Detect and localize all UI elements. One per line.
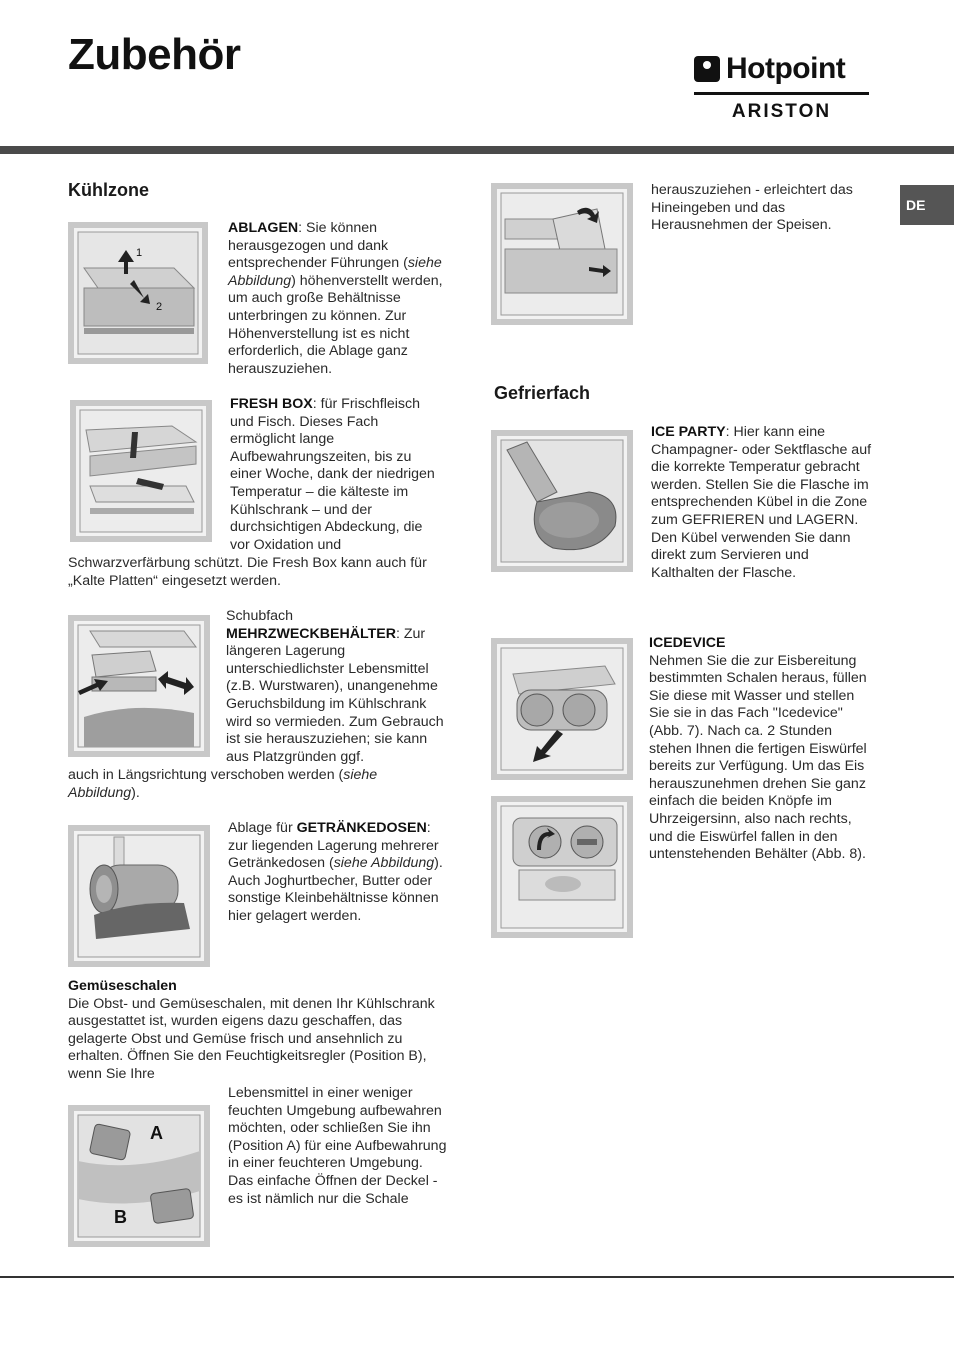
dosen-italic: siehe Abbildung [333, 855, 435, 872]
footer-rule [0, 1276, 954, 1278]
page-title: Zubehör [68, 30, 241, 79]
ablagen-text-1: : Sie können herausgezogen und dank entsprechender Führungen ( [228, 220, 408, 272]
drawer-illustration [74, 621, 204, 751]
figure-label-a: A [150, 1123, 163, 1143]
figure-freshbox [70, 400, 212, 542]
ablagen-text [228, 220, 448, 378]
language-tab: DE [900, 185, 954, 225]
gemuese-heading: Gemüseschalen [68, 978, 177, 994]
gemuese-block [68, 978, 452, 1084]
drawer-open-illustration [497, 189, 627, 319]
figure-icedevice-knobs [491, 796, 633, 938]
freshbox-illustration [76, 406, 206, 536]
iceparty-illustration [497, 436, 627, 566]
dosen-text [228, 820, 446, 926]
figure-label-1: 1 [136, 247, 143, 259]
freshbox-text-cont: Schwarzverfärbung schützt. Die Fresh Box kann auch für „Kalte Platten“ eingesetzt werden. [68, 555, 427, 589]
figure-shelves [68, 222, 208, 364]
schubfach-term: MEHRZWECKBEHÄLTER [226, 625, 396, 642]
schubfach-text [226, 608, 444, 766]
dosen-text-1: : zur liegenden Lagerung mehrerer Getränkedosen ( [228, 820, 439, 872]
gemuese-text-1: Die Obst- und Gemüseschalen, mit denen Ihr Kühlschrank ausgestattet ist, wurden eigens dazu geschaffen, das gelagerte Obst und Gemüse frisch und ansehnlich zu erhalten. Öffnen Sie den Feuchtigkeitsregler (Position B), wenn Sie Ihre [68, 995, 435, 1082]
figure-icedevice-trays [491, 638, 633, 780]
brand-mark-icon [694, 56, 720, 82]
figure-iceparty [491, 430, 633, 572]
section-heading-gefrierfach: Gefrierfach [494, 383, 591, 403]
brand-divider [694, 92, 869, 95]
iceparty-text-1: : Hier kann eine Champagner- oder Sektflasche auf die korrekte Temperatur gebracht werden. Stellen Sie die Flasche im entsprechenden Kübel in die Zone zum GEFRIEREN und LAGERN. Den Kübel verwenden Sie dann direkt zum Servieren und Kalthalten der Flasche. [651, 424, 872, 581]
dosen-text-2: ). Auch Joghurtbecher, Butter oder sonstige Kleinbehältnisse können hier gelagert werden. [228, 855, 443, 924]
dosen-pre: Ablage für [228, 820, 297, 836]
figure-humidity [68, 1105, 210, 1247]
icedevice-trays-illustration [497, 644, 627, 774]
icedevice-text [649, 635, 871, 864]
gemuese-text-cont [228, 1085, 450, 1208]
schubfach-text-1: : Zur längeren Lagerung unterschiedlichster Lebensmittel (z.B. Wurstwaren), unangenehme Geruchsbildung im Kühlschrank wird so vermieden. Zum Gebrauch ist sie herauszuziehen; sie kann aus Platzgründen ggf. [226, 625, 444, 765]
continuation-text: herauszuziehen - erleichtert das Hineingeben und das Herausnehmen der Speisen. [651, 182, 853, 234]
gemuese-text-2: Lebensmittel in einer weniger feuchten Umgebung aufbewahren möchten, oder schließen Sie ihn (Position A) für eine Aufbewahrung in einer feuchteren Umgebung. [228, 1085, 447, 1172]
figure-cans [68, 825, 210, 967]
freshbox-text [230, 396, 446, 554]
iceparty-term: ICE PARTY [651, 424, 726, 440]
header-rule [0, 146, 954, 154]
figure-label-b: B [114, 1207, 127, 1227]
cans-illustration [74, 831, 204, 961]
figure-drawer-open [491, 183, 633, 325]
schubfach-italic: siehe Abbildung [68, 767, 378, 801]
section-heading-kuehlzone: Kühlzone [68, 180, 149, 200]
freshbox-text-1: : für Frischfleisch und Fisch. Dieses Fach ermöglicht lange Aufbewahrungszeiten, bis zu einer Woche, dank der niedrigen Temperatur – die kälteste im Kühlschrank – und der durchsichtigen Abdeckung, die vor Oxidation und [230, 396, 435, 553]
schubfach-text-3: ). [131, 784, 140, 801]
schubfach-pre: Schubfach [226, 608, 294, 624]
humidity-illustration [74, 1111, 204, 1241]
shelf-illustration [74, 228, 202, 358]
iceparty-text [651, 424, 873, 582]
dosen-term: GETRÄNKEDOSEN [296, 820, 427, 836]
freshbox-term: FRESH BOX [230, 396, 313, 412]
icedevice-text-1: Nehmen Sie die zur Eisbereitung bestimmten Schalen heraus, füllen Sie diese mit Wasser und stellen Sie sie in das Fach "Icedevice" (Abb. 7). Nach ca. 2 Stunden stehen Ihnen die fertigen Eiswürfel bereits zur Verfügung. Um das Eis herauszunehmen drehen Sie ganz einfach die beiden Knöpfe im Uhrzeigersinn, also nach rechts, und die Eiswürfel fallen in den untenstehenden Behälter (Abb. 8). [649, 652, 867, 863]
ablagen-term: ABLAGEN [228, 220, 299, 236]
schubfach-text-2: auch in Längsrichtung verschoben werden ( [68, 767, 344, 783]
icedevice-knobs-illustration [497, 802, 627, 932]
figure-label-2: 2 [156, 301, 163, 313]
gemuese-text-3: Das einfache Öffnen der Deckel - es ist nämlich nur die Schale [228, 1172, 438, 1207]
figure-drawer [68, 615, 210, 757]
ablagen-italic: siehe Abbildung [228, 255, 442, 289]
brand-sub: ARISTON [731, 101, 832, 122]
schubfach-text-cont [68, 767, 452, 802]
ablagen-text-2: ) höhenverstellt werden, um auch große Behältnisse unterbringen zu können. Zur Höhenverstellung ist es nicht erforderlich, die Ablage ganz herauszuziehen. [228, 272, 443, 377]
brand-logo [694, 52, 869, 123]
brand-name: Hotpoint [726, 52, 846, 85]
icedevice-term: ICEDEVICE [649, 635, 726, 651]
